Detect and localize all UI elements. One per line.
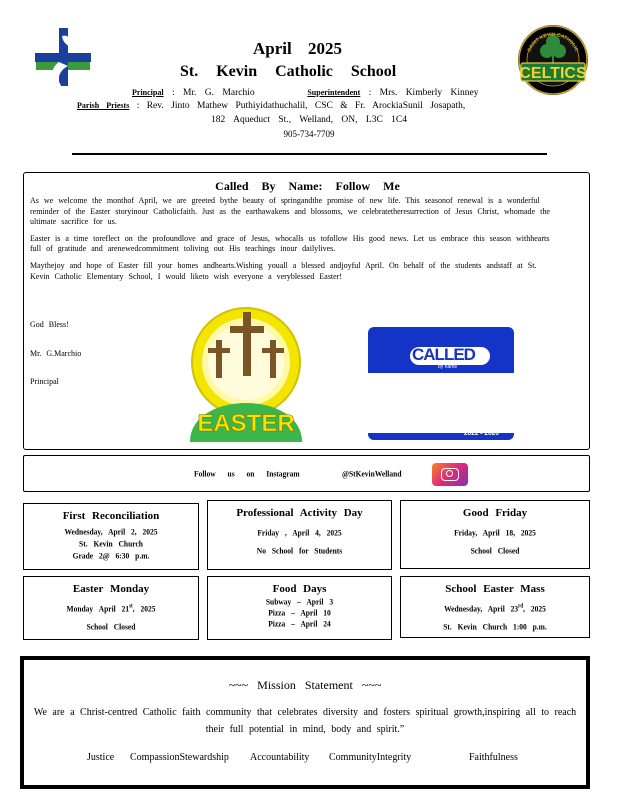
mission-text: We are a Christ-centred Catholic faith community that celebrates diversity and fosters spiritual growth,inspiring all to reach their full potential in mind, body and spirit.” bbox=[33, 707, 577, 735]
header-divider bbox=[72, 153, 547, 155]
instagram-follow-label: Follow us on Instagram bbox=[194, 468, 300, 479]
event-title: School Easter Mass bbox=[445, 583, 545, 595]
food-day-pizza-1: Pizza – April 10 bbox=[268, 607, 331, 618]
mission-title: ~~~ Mission Statement ~~~ bbox=[228, 678, 382, 692]
event-title: Easter Monday bbox=[72, 583, 150, 595]
event-title: First Reconciliation bbox=[62, 510, 160, 522]
event-date: Friday , April 4, 2025 bbox=[257, 527, 342, 538]
event-date: Wednesday, April 23rd, 2025 bbox=[444, 603, 546, 614]
called-years: 2022 • 2026 bbox=[464, 430, 499, 437]
event-professional-activity-day bbox=[207, 500, 392, 570]
school-board-cross-logo bbox=[32, 26, 94, 92]
instagram-handle[interactable]: @StKevinWelland bbox=[342, 468, 402, 479]
school-address: 182 Aqueduct St., Welland, ON, L3C 1C4 bbox=[210, 115, 408, 125]
event-location: St. Kevin Church bbox=[79, 538, 143, 549]
instagram-icon[interactable] bbox=[432, 463, 468, 486]
school-name: St. Kevin Catholic School bbox=[180, 63, 397, 80]
value-faithfulness: Faithfulness bbox=[469, 752, 518, 763]
value-justice: Justice bbox=[87, 752, 115, 763]
event-note: School Closed bbox=[470, 545, 520, 556]
food-day-pizza-2: Pizza – April 24 bbox=[268, 618, 331, 629]
letter-paragraph-1: As we welcome the monthof April, we are greeted bythe beauty of springandthe promise of new life. This seasonof renewal is a wonderful reminder of the Easter storyinour Catholicfaith. Just as the earthawakens and blossoms, we celebratetheresurrection of Jesus Christ, whomade the ultimate sacrifice for us. bbox=[30, 196, 550, 227]
easter-label: EASTER bbox=[197, 410, 295, 437]
priests-line bbox=[77, 101, 465, 111]
letter-body bbox=[30, 196, 560, 282]
event-title: Professional Activity Day bbox=[236, 507, 363, 519]
value-accountability: Accountability bbox=[250, 752, 310, 763]
priests-label: Parish Priests bbox=[77, 101, 130, 110]
letter-paragraph-3: Maythejoy and hope of Easter fill your homes andhearts.Wishing youall a blessed andjoyful April. On behalf of the students andstaff at St. Kevin Catholic Elementary School, I would liketo wish everyone a veryblessed Easter! bbox=[30, 260, 537, 281]
mission-statement bbox=[20, 656, 590, 789]
event-title: Good Friday bbox=[462, 507, 528, 519]
event-note: No School for Students bbox=[256, 545, 343, 556]
letter-signature-name: Mr. G.Marchio bbox=[30, 349, 82, 358]
value-compassion-stewardship: CompassionStewardship bbox=[130, 752, 229, 763]
letter-signature-title: Principal bbox=[30, 377, 59, 386]
event-title: Food Days bbox=[272, 583, 327, 595]
superintendent-name: : Mrs. Kimberly Kinney bbox=[368, 88, 479, 98]
called-by-name-image bbox=[368, 327, 514, 440]
celtics-logo-text: CELTICS bbox=[519, 65, 587, 82]
letter-closing: God Bless! bbox=[30, 320, 69, 329]
letter-paragraph-2: Easter is a time toreflect on the profoundlove and grace of Jesus, whocalls us tofollow His good news. Let us embrace this season withhearts full of gratitude and arenewedcommitment toliving out His teachings inour dailylives. bbox=[30, 233, 550, 254]
priests-names: : Rev. Jinto Mathew Puthiyidathuchalil, CSC & Fr. ArockiaSunil Josapath, bbox=[136, 101, 466, 111]
event-date: Friday, April 18, 2025 bbox=[454, 527, 536, 538]
called-logo-subtext: by name bbox=[438, 364, 458, 370]
school-phone: 905-734-7709 bbox=[283, 129, 335, 139]
newsletter-date: April 2025 bbox=[253, 39, 342, 58]
event-note: School Closed bbox=[86, 621, 136, 632]
event-first-reconciliation bbox=[23, 503, 199, 570]
easter-crosses-image bbox=[190, 306, 302, 442]
event-location: St. Kevin Church 1:00 p.m. bbox=[443, 621, 547, 632]
letter-title: Called By Name: Follow Me bbox=[215, 179, 400, 193]
event-food-days bbox=[207, 576, 392, 640]
event-good-friday bbox=[400, 500, 590, 569]
event-school-easter-mass bbox=[400, 576, 590, 638]
event-date: Monday April 21st, 2025 bbox=[66, 603, 156, 614]
celtics-logo bbox=[517, 22, 589, 98]
called-logo-text: CALLED bbox=[412, 345, 475, 364]
principal-label: Principal bbox=[132, 88, 164, 97]
superintendent-label: Superintendent bbox=[307, 88, 361, 97]
event-time: Grade 2@ 6:30 p.m. bbox=[72, 550, 150, 561]
event-easter-monday bbox=[23, 576, 199, 640]
food-day-subway: Subway – April 3 bbox=[265, 596, 334, 607]
instagram-bar bbox=[23, 455, 590, 492]
value-community-integrity: CommunityIntegrity bbox=[329, 752, 412, 763]
principal-line bbox=[132, 88, 478, 98]
principal-name: : Mr. G. Marchio bbox=[171, 88, 255, 98]
principal-letter bbox=[23, 172, 590, 450]
event-date: Wednesday, April 2, 2025 bbox=[64, 526, 158, 537]
celtics-ring-text: SAINT KEVIN CATHOLIC bbox=[526, 31, 580, 53]
